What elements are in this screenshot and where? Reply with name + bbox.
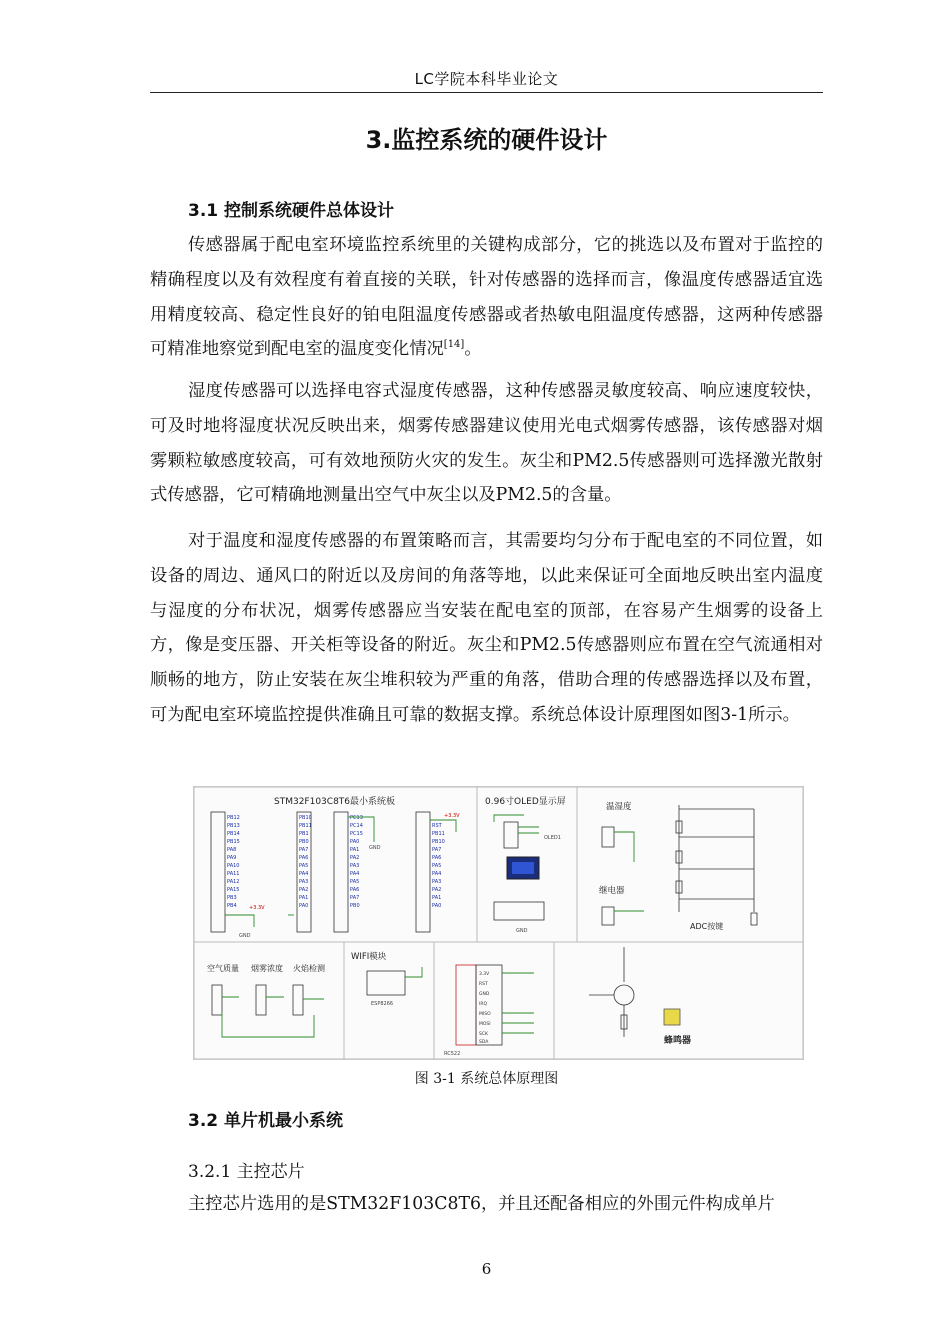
subsection-heading-3-2-1: 3.2.1 主控芯片 <box>188 1162 305 1182</box>
svg-text:PB0: PB0 <box>350 903 360 909</box>
svg-text:PB13: PB13 <box>227 823 240 829</box>
figure-caption: 图 3-1 系统总体原理图 <box>414 1071 559 1087</box>
paragraph-3: 对于温度和湿度传感器的布置策略而言，其需要均匀分布于配电室的不同位置，如设备的周边、通风口的附近以及房间的角落等地，以此来保证可全面地反映出室内温度与湿度的分布状况，烟雾传感器应当安装在配电室的顶部，在容易产生烟雾的设备上方，像是变压器、开关柜等设备的附近。灰尘和PM2.5传感器则应布置在空气流通相对顺畅的地方，防止安装在灰尘堆积较为严重的角落，借助合理的传感器选择以及布置，可为配电室环境监控提供准确且可靠的数据支撑。系统总体设计原理图如图3-1所示。 <box>150 531 823 725</box>
svg-text:PB10: PB10 <box>432 839 445 845</box>
svg-text:PA7: PA7 <box>350 895 360 901</box>
paragraph-1-text: 传感器属于配电室环境监控系统里的关键构成部分，它的挑选以及布置对于监控的精确程度以及有效程度有着直接的关联，针对传感器的选择而言，像温度传感器适宜选用精度较高、稳定性良好的铂电阻温度传感器或者热敏电阻温度传感器，这两种传感器可精准地察觉到配电室的温度变化情况 <box>150 235 823 360</box>
svg-text:PA7: PA7 <box>432 847 442 853</box>
svg-text:GND: GND <box>479 992 490 997</box>
svg-text:OLED1: OLED1 <box>544 835 561 841</box>
mcu-title: STM32F103C8T6最小系统板 <box>274 797 396 807</box>
svg-text:PB14: PB14 <box>227 831 240 837</box>
svg-text:MISO: MISO <box>479 1012 491 1017</box>
svg-text:RST: RST <box>479 982 488 987</box>
svg-text:PB4: PB4 <box>227 903 237 909</box>
chapter-title: 3.监控系统的硬件设计 <box>365 126 608 154</box>
paragraph-2: 湿度传感器可以选择电容式湿度传感器，这种传感器灵敏度较高、响应速度较快，可及时地将湿度状况反映出来，烟雾传感器建议使用光电式烟雾传感器，该传感器对烟雾颗粒敏感度较高，可有效地预防火灾的发生。灰尘和PM2.5传感器则可选择激光散射式传感器，它可精确地测量出空气中灰尘以及PM2.5的含量。 <box>150 381 823 506</box>
svg-text:PB0: PB0 <box>299 839 309 845</box>
svg-text:PB12: PB12 <box>227 815 240 821</box>
svg-text:PA7: PA7 <box>299 847 309 853</box>
relay-title: 继电器 <box>599 886 625 896</box>
svg-text:PA8: PA8 <box>227 847 237 853</box>
svg-text:PA3: PA3 <box>299 879 309 885</box>
svg-text:PC15: PC15 <box>350 831 363 837</box>
page-number: 6 <box>481 1260 492 1278</box>
svg-text:RST: RST <box>432 823 442 829</box>
paragraph-1-end: 。 <box>464 339 482 360</box>
rfid-panel <box>434 942 554 1059</box>
svg-text:PA2: PA2 <box>350 855 360 861</box>
svg-text:PA5: PA5 <box>432 863 442 869</box>
svg-text:GND: GND <box>516 928 528 934</box>
svg-text:PA4: PA4 <box>350 871 360 877</box>
buzzer-component <box>664 1009 680 1025</box>
svg-text:IRQ: IRQ <box>479 1002 487 1007</box>
svg-text:SCK: SCK <box>479 1032 488 1037</box>
svg-text:PB11: PB11 <box>299 823 312 829</box>
wifi-title: WIFI模块 <box>351 952 387 962</box>
section-heading-3-1: 3.1 控制系统硬件总体设计 <box>188 201 395 221</box>
svg-text:PA15: PA15 <box>227 887 240 893</box>
svg-text:PA6: PA6 <box>432 855 442 861</box>
svg-text:PA0: PA0 <box>299 903 309 909</box>
svg-text:+3.3V: +3.3V <box>249 905 265 911</box>
svg-text:MOSI: MOSI <box>479 1022 491 1027</box>
svg-text:PB10: PB10 <box>299 815 312 821</box>
svg-text:PA0: PA0 <box>432 903 442 909</box>
svg-text:PC14: PC14 <box>350 823 363 829</box>
svg-text:SDA: SDA <box>479 1040 489 1045</box>
oled-title: 0.96寸OLED显示屏 <box>485 797 566 807</box>
smoke-label: 烟雾浓度 <box>251 964 283 973</box>
svg-text:3.3V: 3.3V <box>479 972 490 977</box>
svg-text:PB11: PB11 <box>432 831 445 837</box>
system-schematic-figure <box>193 786 804 1060</box>
svg-text:GND: GND <box>369 845 381 851</box>
buzzer-title: 蜂鸣器 <box>664 1036 692 1046</box>
svg-text:PA3: PA3 <box>432 879 442 885</box>
svg-text:PC13: PC13 <box>350 815 363 821</box>
section-heading-3-2: 3.2 单片机最小系统 <box>188 1111 344 1131</box>
svg-text:PA10: PA10 <box>227 863 240 869</box>
flame-label: 火焰检测 <box>293 964 325 973</box>
air-quality-label: 空气质量 <box>207 964 239 973</box>
svg-text:PB15: PB15 <box>227 839 240 845</box>
svg-text:PA9: PA9 <box>227 855 237 861</box>
svg-text:PA11: PA11 <box>227 871 240 877</box>
svg-text:PA1: PA1 <box>350 847 360 853</box>
svg-text:PA12: PA12 <box>227 879 240 885</box>
adc-keys-title: ADC按键 <box>690 922 724 931</box>
svg-text:+3.3V: +3.3V <box>444 813 460 819</box>
analog-sensor-panel <box>194 942 344 1059</box>
citation: [14] <box>443 339 465 351</box>
svg-text:PB1: PB1 <box>299 831 309 837</box>
svg-text:PA6: PA6 <box>350 887 360 893</box>
svg-text:RC522: RC522 <box>444 1051 461 1057</box>
svg-text:PA4: PA4 <box>432 871 442 877</box>
svg-text:PA6: PA6 <box>299 855 309 861</box>
svg-text:PA3: PA3 <box>350 863 360 869</box>
paragraph-4: 主控芯片选用的是STM32F103C8T6，并且还配备相应的外围元件构成单片 <box>188 1194 775 1214</box>
svg-text:PA2: PA2 <box>432 887 442 893</box>
running-header: LC学院本科毕业论文 <box>414 70 559 88</box>
svg-text:PA1: PA1 <box>299 895 309 901</box>
svg-text:GND: GND <box>239 933 251 939</box>
header-rule <box>150 92 823 93</box>
svg-text:PA5: PA5 <box>299 863 309 869</box>
svg-text:ESP8266: ESP8266 <box>371 1001 394 1007</box>
temp-humidity-title: 温湿度 <box>606 802 632 812</box>
svg-text:PA4: PA4 <box>299 871 309 877</box>
svg-text:PB3: PB3 <box>227 895 237 901</box>
svg-text:PA5: PA5 <box>350 879 360 885</box>
svg-text:PA1: PA1 <box>432 895 442 901</box>
svg-text:PA2: PA2 <box>299 887 309 893</box>
svg-text:PA0: PA0 <box>350 839 360 845</box>
paragraph-1 <box>150 228 823 367</box>
